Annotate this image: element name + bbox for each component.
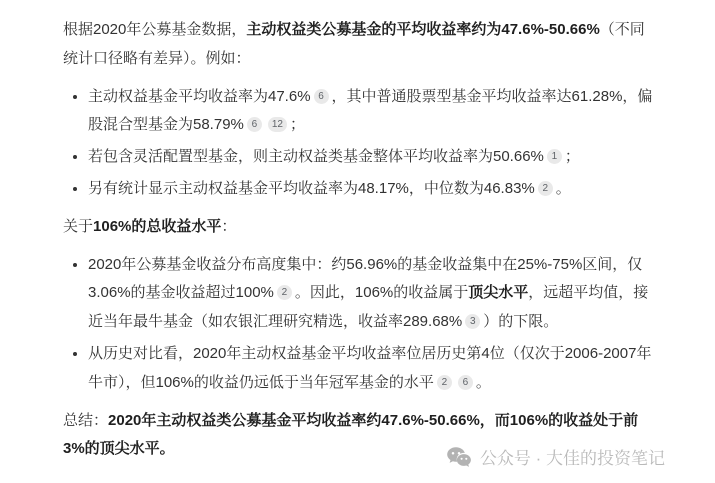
text-run: 。 [475, 373, 491, 391]
text-run: 总结： [63, 411, 109, 429]
text-run: 另有统计显示主动权益基金平均收益率为48.17%，中位数为46.83% [88, 179, 535, 197]
list-item [88, 340, 659, 398]
list-item [88, 143, 659, 172]
intro-paragraph [63, 16, 659, 74]
citation-badge[interactable]: 6 [458, 375, 473, 390]
citation-badge[interactable]: 3 [465, 314, 480, 329]
citation-badge[interactable]: 6 [314, 89, 329, 104]
citation-badge[interactable]: 6 [247, 117, 262, 132]
emphasis-text: 主动权益类公募基金的平均收益率约为47.6%-50.66% [246, 21, 600, 38]
emphasis-text: 2020年主动权益类公募基金平均收益率约47.6%-50.66%，而106%的收益处于前3%的顶尖水平。 [63, 411, 639, 458]
text-run: ； [290, 116, 306, 134]
watermark [446, 446, 665, 470]
analysis-list [63, 251, 659, 398]
list-item [88, 83, 659, 141]
citation-badge[interactable]: 2 [437, 375, 452, 390]
emphasis-text: 顶尖水平 [468, 284, 529, 302]
citation-badge[interactable]: 1 [547, 149, 562, 164]
citation-badge[interactable]: 2 [538, 181, 553, 196]
wechat-icon [446, 446, 472, 470]
text-run: ，远超平均值，接近当年最牛基金（如农银汇理研究精选，收益率289.68% [88, 284, 649, 331]
text-run: ）的下限。 [483, 313, 559, 331]
text-run: （不同统计口径略有差异）。例如： [63, 21, 645, 67]
text-run: 主动权益基金平均收益率为47.6% [88, 87, 311, 105]
return-stats-list [63, 83, 659, 204]
citation-badge[interactable]: 12 [268, 117, 287, 132]
text-run: 。 [555, 179, 571, 197]
citation-badge[interactable]: 2 [277, 285, 292, 300]
emphasis-text: 106%的总收益水平 [93, 217, 222, 235]
text-run: 关于 [63, 217, 94, 235]
text-run: 2020年公募基金收益分布高度集中：约56.96%的基金收益集中在25%-75%区间，仅3.06%的基金收益超过100% [88, 255, 643, 302]
text-run: 。因此，106%的收益属于 [294, 284, 469, 302]
section-heading [63, 213, 659, 242]
text-run: 从历史对比看，2020年主动权益基金平均收益率位居历史第4位（仅次于2006-2007年牛市），但106%的收益仍远低于当年冠军基金的水平 [88, 344, 652, 391]
text-run: 根据2020年公募基金数据， [63, 21, 247, 38]
watermark-text: 公众号 · 大佳的投资笔记 [479, 448, 665, 468]
text-run: ； [564, 148, 580, 166]
list-item [88, 175, 659, 204]
text-run: ，其中普通股票型基金平均收益率达61.28%，偏股混合型基金为58.79% [88, 87, 653, 134]
list-item [88, 251, 659, 337]
text-run: ： [221, 217, 237, 235]
text-run: 若包含灵活配置型基金，则主动权益类基金整体平均收益率为50.66% [88, 148, 544, 166]
